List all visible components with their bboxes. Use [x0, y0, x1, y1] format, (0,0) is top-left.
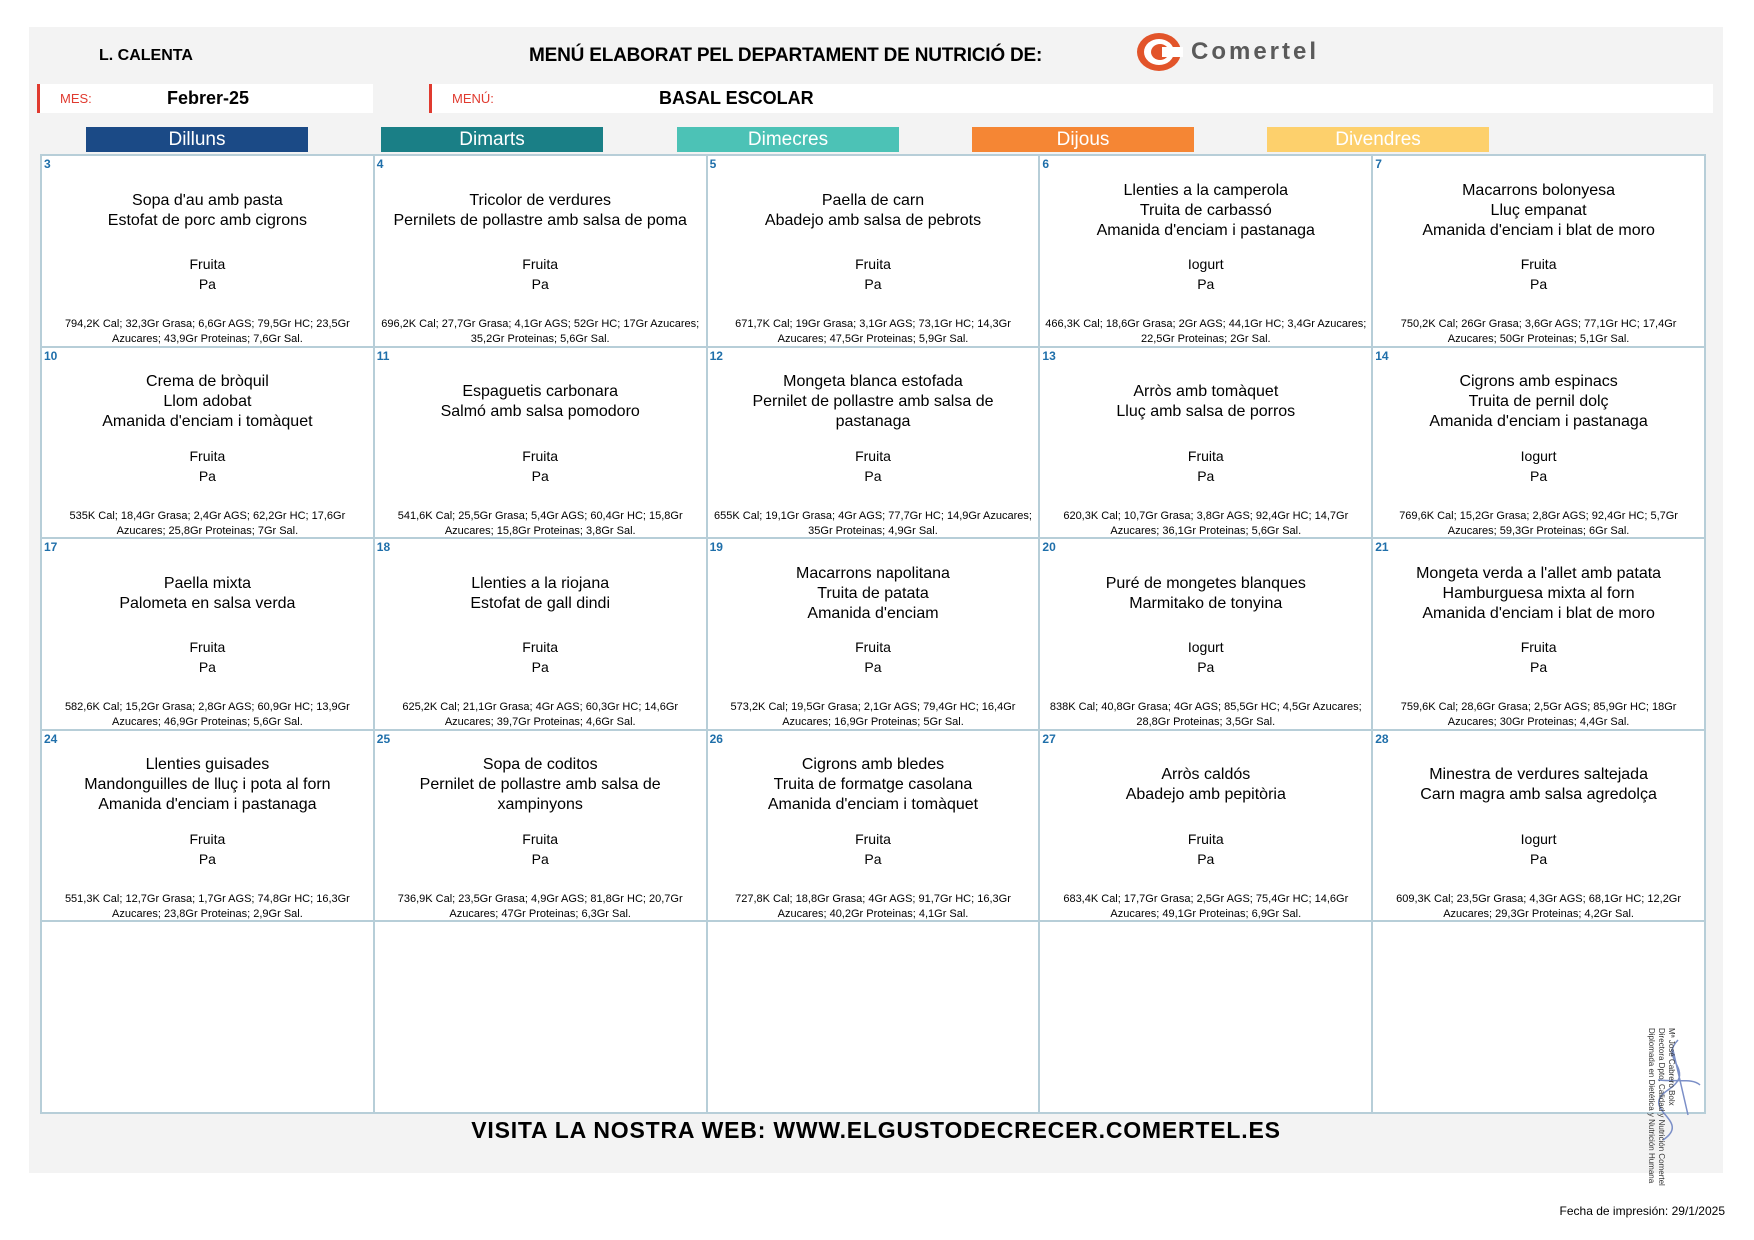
bread-item: Pa	[1530, 467, 1548, 484]
nutrition-info: 671,7K Cal; 19Gr Grasa; 3,1Gr AGS; 73,1Gr HC; 14,3Gr Azucares; 47,5Gr Proteinas; 5,9Gr Sal.	[735, 318, 1011, 345]
nutrition-info: 655K Cal; 19,1Gr Grasa; 4Gr AGS; 77,7Gr HC; 14,9Gr Azucares; 35Gr Proteinas; 4,9Gr Sal.	[714, 509, 1032, 537]
dessert-item: Fruita	[1520, 639, 1557, 656]
dessert-item: Iogurt	[1520, 447, 1557, 464]
dish-list	[42, 348, 373, 445]
dish-list	[708, 539, 1039, 636]
bread-item: Pa	[1197, 467, 1215, 484]
dish-item: Minestra de verdures saltejada	[1429, 766, 1648, 784]
day-cell	[1039, 730, 1372, 922]
day-number: 27	[1042, 731, 1056, 746]
signature-line-degree: Diplomada en Dietética y Nutrición Humana	[1647, 1028, 1656, 1184]
dessert-item: Iogurt	[1520, 830, 1557, 847]
dish-item: Truita de formatge casolana	[773, 776, 973, 794]
dish-list	[375, 156, 706, 253]
dessert-item: Fruita	[189, 447, 226, 464]
dish-list	[375, 348, 706, 445]
day-number: 20	[1042, 540, 1056, 555]
dish-item: Amanida d'enciam i tomàquet	[767, 796, 979, 814]
nutrition-info: 541,6K Cal; 25,5Gr Grasa; 5,4Gr AGS; 60,4Gr HC; 15,8Gr Azucares; 15,8Gr Proteinas; 3,8Gr Sal.	[397, 509, 683, 537]
day-header-dilluns: Dilluns	[86, 127, 308, 152]
dish-item: Estofat de gall dindi	[470, 594, 611, 612]
bread-item: Pa	[1197, 276, 1215, 292]
day-cell	[707, 347, 1040, 539]
nutrition-info: 625,2K Cal; 21,1Gr Grasa; 4Gr AGS; 60,3Gr HC; 14,6Gr Azucares; 39,7Gr Proteinas; 4,6Gr Sal.	[402, 701, 679, 729]
empty-day-cell	[41, 921, 374, 1113]
dish-item: Macarrons bolonyesa	[1462, 181, 1616, 199]
dish-list	[1373, 156, 1704, 253]
day-cell	[41, 347, 374, 539]
dish-item: Llom adobat	[163, 393, 252, 411]
dish-item: Palometa en salsa verda	[119, 594, 296, 612]
day-cell	[707, 538, 1040, 730]
dish-item: Arròs amb tomàquet	[1133, 383, 1279, 401]
day-number: 17	[44, 540, 58, 555]
nutrition-info: 794,2K Cal; 32,3Gr Grasa; 6,6Gr AGS; 79,5Gr HC; 23,5Gr Azucares; 43,9Gr Proteinas; 7,6Gr Sal.	[64, 318, 350, 345]
dish-list	[375, 731, 706, 828]
day-cell	[1372, 538, 1705, 730]
menu-calendar-grid	[40, 154, 1706, 1114]
signature-text	[1646, 1028, 1676, 1186]
day-number: 25	[376, 731, 391, 746]
day-number: 11	[376, 348, 390, 363]
day-number: 28	[1375, 731, 1389, 746]
day-cell	[1372, 347, 1705, 539]
logo-text: Comertel	[1191, 38, 1320, 65]
day-cell	[1372, 730, 1705, 922]
empty-day-cell	[374, 921, 707, 1113]
menu-sheet	[29, 27, 1723, 1173]
dessert-item: Fruita	[1187, 830, 1224, 847]
dish-item: Espaguetis carbonara	[462, 383, 619, 401]
dish-item: Mongeta blanca estofada	[783, 373, 963, 391]
day-header-dimarts: Dimarts	[381, 127, 603, 152]
comertel-logo-icon	[1135, 31, 1183, 73]
dish-item: pastanaga	[835, 413, 911, 431]
bread-item: Pa	[1197, 850, 1215, 867]
day-number: 6	[1042, 157, 1050, 171]
dessert-item: Fruita	[855, 830, 891, 847]
kitchen-type: L. CALENTA	[99, 47, 193, 64]
dessert-item: Fruita	[1187, 447, 1224, 464]
day-number: 26	[709, 731, 723, 746]
dish-item: Puré de mongetes blanques	[1105, 574, 1306, 592]
day-number: 4	[376, 157, 384, 171]
nutrition-info: 620,3K Cal; 10,7Gr Grasa; 3,8Gr AGS; 92,4Gr HC; 14,7Gr Azucares; 36,1Gr Proteinas; 5,6Gr Sal.	[1063, 509, 1349, 537]
dessert-item: Fruita	[855, 447, 891, 464]
dish-item: Mandonguilles de lluç i pota al forn	[84, 776, 331, 794]
day-cell	[374, 538, 707, 730]
dish-item: Cigrons amb espinacs	[1459, 373, 1618, 391]
dish-list	[42, 731, 373, 828]
dish-list	[708, 731, 1039, 828]
dish-item: Amanida d'enciam i pastanaga	[1096, 221, 1315, 239]
dessert-item: Fruita	[855, 639, 891, 656]
dish-item: Carn magra amb salsa agredolça	[1420, 786, 1657, 804]
month-field	[37, 84, 373, 113]
bread-item: Pa	[198, 276, 216, 292]
dessert-item: Fruita	[522, 639, 559, 656]
dish-item: Llenties guisades	[145, 756, 270, 774]
bread-item: Pa	[864, 276, 882, 292]
nutrition-info: 535K Cal; 18,4Gr Grasa; 2,4Gr AGS; 62,2Gr HC; 17,6Gr Azucares; 25,8Gr Proteinas; 7Gr Sal.	[69, 509, 346, 537]
dish-item: xampinyons	[497, 796, 583, 814]
dessert-item: Fruita	[189, 639, 226, 656]
dish-list	[1040, 348, 1371, 445]
bread-item: Pa	[1530, 850, 1548, 867]
dish-list	[708, 348, 1039, 445]
dish-list	[1040, 156, 1371, 253]
nutrition-info: 466,3K Cal; 18,6Gr Grasa; 2Gr AGS; 44,1Gr HC; 3,4Gr Azucares; 22,5Gr Proteinas; 2Gr Sal.	[1045, 318, 1367, 345]
dish-item: Amanida d'enciam i blat de moro	[1422, 221, 1655, 239]
dish-item: Marmitako de tonyina	[1129, 594, 1283, 612]
dish-list	[1373, 539, 1704, 636]
bread-item: Pa	[864, 659, 882, 676]
nutrition-info: 551,3K Cal; 12,7Gr Grasa; 1,7Gr AGS; 74,8Gr HC; 16,3Gr Azucares; 23,8Gr Proteinas; 2,9Gr Sal.	[64, 892, 350, 920]
empty-day-cell	[1039, 921, 1372, 1113]
dessert-item: Fruita	[522, 256, 559, 272]
dish-item: Amanida d'enciam i blat de moro	[1422, 604, 1655, 622]
nutrition-info: 759,6K Cal; 28,6Gr Grasa; 2,5Gr AGS; 85,9Gr HC; 18Gr Azucares; 30Gr Proteinas; 4,4Gr Sal.	[1400, 701, 1677, 729]
page-title: MENÚ ELABORAT PEL DEPARTAMENT DE NUTRICIÓ DE:	[529, 45, 1043, 66]
month-value: Febrer-25	[167, 88, 250, 108]
dish-item: Llenties a la riojana	[471, 574, 610, 592]
bread-item: Pa	[531, 467, 549, 484]
day-number: 21	[1375, 540, 1389, 555]
dish-item: Macarrons napolitana	[796, 564, 950, 582]
day-number: 7	[1375, 157, 1382, 171]
day-number: 14	[1375, 348, 1389, 363]
dish-item: Pernilet de pollastre amb salsa de	[752, 393, 994, 411]
bread-item: Pa	[531, 276, 549, 292]
dish-list	[1373, 348, 1704, 445]
menu-type-label: MENÚ:	[452, 91, 494, 106]
bread-item: Pa	[531, 850, 549, 867]
day-cell	[707, 730, 1040, 922]
dish-item: Salmó amb salsa pomodoro	[440, 403, 640, 421]
dessert-item: Fruita	[855, 256, 891, 272]
website-banner: VISITA LA NOSTRA WEB: WWW.ELGUSTODECRECER.COMERTEL.ES	[471, 1117, 1281, 1143]
dessert-item: Iogurt	[1187, 256, 1224, 272]
dish-item: Amanida d'enciam i tomàquet	[102, 413, 313, 431]
day-header-divendres: Divendres	[1267, 127, 1489, 152]
dish-item: Paella mixta	[163, 574, 251, 592]
signature-line-role: Directora Dpto. Calidad y Nutrición Comertel	[1657, 1028, 1666, 1186]
day-cell	[1039, 155, 1372, 347]
dish-list	[1040, 731, 1371, 828]
day-cell	[1039, 347, 1372, 539]
nutrition-info: 736,9K Cal; 23,5Gr Grasa; 4,9Gr AGS; 81,8Gr HC; 20,7Gr Azucares; 47Gr Proteinas; 6,3Gr Sal.	[397, 892, 683, 920]
bread-item: Pa	[1530, 276, 1548, 292]
dish-item: Crema de bròquil	[146, 373, 269, 391]
day-number: 12	[709, 348, 723, 363]
day-cell	[374, 155, 707, 347]
nutrition-info: 582,6K Cal; 15,2Gr Grasa; 2,8Gr AGS; 60,9Gr HC; 13,9Gr Azucares; 46,9Gr Proteinas; 5,6Gr Sal.	[64, 701, 350, 729]
dish-list	[375, 539, 706, 636]
comertel-logo	[1135, 31, 1319, 73]
dish-item: Hamburguesa mixta al forn	[1442, 584, 1635, 602]
bread-item: Pa	[198, 467, 216, 484]
dish-item: Estofat de porc amb cigrons	[107, 211, 307, 229]
signature-line-name: Mª José Cabrero Bolx	[1667, 1028, 1676, 1106]
bread-item: Pa	[1530, 659, 1548, 676]
bread-item: Pa	[864, 850, 882, 867]
dish-item: Amanida d'enciam	[807, 604, 939, 622]
dish-item: Arròs caldós	[1161, 766, 1251, 784]
nutrition-info: 769,6K Cal; 15,2Gr Grasa; 2,8Gr AGS; 92,4Gr HC; 5,7Gr Azucares; 59,3Gr Proteinas; 6Gr Sal.	[1399, 509, 1678, 537]
menu-type-field	[429, 84, 1713, 113]
day-number: 3	[44, 157, 51, 171]
dessert-item: Fruita	[189, 256, 226, 272]
bread-item: Pa	[198, 850, 216, 867]
dish-item: Pernilet de pollastre amb salsa de	[419, 776, 661, 794]
day-cell	[707, 155, 1040, 347]
dessert-item: Iogurt	[1187, 639, 1224, 656]
dish-item: Amanida d'enciam i pastanaga	[1429, 413, 1648, 431]
month-label: MES:	[60, 91, 92, 106]
dish-item: Truita de carbassó	[1139, 201, 1272, 219]
dish-item: Lluç empanat	[1490, 201, 1587, 219]
empty-day-cell	[707, 921, 1040, 1113]
bread-item: Pa	[1197, 659, 1215, 676]
menu-type-value: BASAL ESCOLAR	[659, 88, 814, 108]
day-number: 13	[1042, 348, 1056, 363]
day-cell	[41, 155, 374, 347]
day-cell	[1039, 538, 1372, 730]
nutrition-info: 683,4K Cal; 17,7Gr Grasa; 2,5Gr AGS; 75,4Gr HC; 14,6Gr Azucares; 49,1Gr Proteinas; 6,9Gr Sal.	[1063, 892, 1349, 920]
dish-item: Sopa de coditos	[482, 756, 598, 774]
dish-item: Abadejo amb pepitòria	[1125, 786, 1286, 804]
day-cell	[1372, 155, 1705, 347]
bread-item: Pa	[198, 659, 216, 676]
nutrition-info: 750,2K Cal; 26Gr Grasa; 3,6Gr AGS; 77,1Gr HC; 17,4Gr Azucares; 50Gr Proteinas; 5,1Gr Sal.	[1400, 318, 1677, 345]
nutrition-info: 573,2K Cal; 19,5Gr Grasa; 2,1Gr AGS; 79,4Gr HC; 16,4Gr Azucares; 16,9Gr Proteinas; 5Gr Sal.	[730, 701, 1016, 729]
dish-item: Truita de pernil dolç	[1468, 393, 1609, 411]
dish-item: Pernilets de pollastre amb salsa de poma	[393, 211, 687, 229]
dish-item: Sopa d'au amb pasta	[132, 191, 283, 209]
bread-item: Pa	[864, 467, 882, 484]
dish-item: Abadejo amb salsa de pebrots	[764, 211, 982, 229]
dish-item: Paella de carn	[821, 191, 925, 209]
dish-list	[1373, 731, 1704, 828]
day-header-dimecres: Dimecres	[677, 127, 899, 152]
day-number: 19	[709, 540, 723, 555]
dish-item: Cigrons amb bledes	[801, 756, 945, 774]
day-number: 24	[44, 731, 58, 746]
dish-item: Amanida d'enciam i pastanaga	[98, 796, 317, 814]
nutrition-info: 727,8K Cal; 18,8Gr Grasa; 4Gr AGS; 91,7Gr HC; 16,3Gr Azucares; 40,2Gr Proteinas; 4,1Gr Sal.	[735, 892, 1011, 920]
dessert-item: Fruita	[522, 830, 559, 847]
dish-item: Lluç amb salsa de porros	[1116, 403, 1296, 421]
dessert-item: Fruita	[189, 830, 226, 847]
day-cell	[374, 730, 707, 922]
dish-item: Tricolor de verdures	[469, 191, 612, 209]
day-cell	[374, 347, 707, 539]
nutrition-info: 609,3K Cal; 23,5Gr Grasa; 4,3Gr AGS; 68,1Gr HC; 12,2Gr Azucares; 29,3Gr Proteinas; 4,2Gr Sal.	[1396, 892, 1682, 920]
dish-item: Mongeta verda a l'allet amb patata	[1416, 564, 1662, 582]
dish-list	[42, 156, 373, 253]
dessert-item: Fruita	[522, 447, 559, 464]
nutrition-info: 696,2K Cal; 27,7Gr Grasa; 4,1Gr AGS; 52Gr HC; 17Gr Azucares; 35,2Gr Proteinas; 5,6Gr Sal.	[381, 318, 700, 345]
day-cell	[41, 730, 374, 922]
day-number: 18	[376, 540, 391, 555]
dish-list	[708, 156, 1039, 253]
bread-item: Pa	[531, 659, 549, 676]
print-date: Fecha de impresión: 29/1/2025	[1559, 1204, 1725, 1218]
day-cell	[41, 538, 374, 730]
dessert-item: Fruita	[1520, 256, 1557, 272]
day-number: 5	[709, 157, 717, 171]
dish-item: Truita de patata	[817, 584, 929, 602]
dish-list	[42, 539, 373, 636]
dish-list	[1040, 539, 1371, 636]
day-number: 10	[44, 348, 58, 363]
dish-item: Llenties a la camperola	[1123, 181, 1289, 199]
nutrition-info: 838K Cal; 40,8Gr Grasa; 4Gr AGS; 85,5Gr HC; 4,5Gr Azucares; 28,8Gr Proteinas; 3,5Gr Sal.	[1049, 701, 1362, 729]
day-header-dijous: Dijous	[972, 127, 1194, 152]
